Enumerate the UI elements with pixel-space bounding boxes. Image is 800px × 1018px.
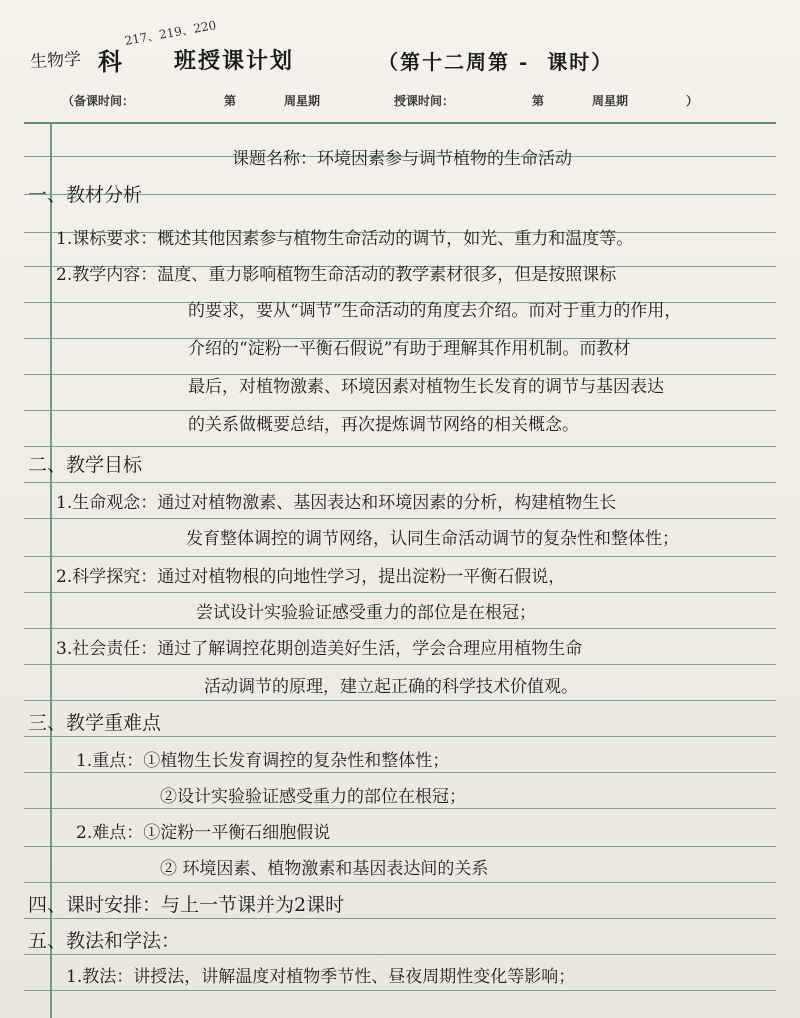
prep-time-label: （备课时间：: [62, 94, 135, 108]
prep-week-di: 第: [224, 94, 237, 108]
ruled-line: [24, 990, 776, 991]
text-line: 尝试设计实验验证感受重力的部位是在根冠；: [196, 603, 536, 623]
ruled-line: [24, 518, 776, 519]
text-line: 2.教学内容：温度、重力影响植物生命活动的教学素材很多，但是按照课标: [56, 265, 617, 285]
subject-suffix: 科: [98, 47, 122, 76]
text-line: 2.难点：①淀粉一平衡石细胞假说: [76, 823, 331, 843]
ruled-line: [24, 846, 776, 847]
text-line: 的关系做概要总结，再次提炼调节网络的相关概念。: [188, 415, 579, 435]
ruled-line: [24, 918, 776, 919]
text-line: ② 环境因素、植物激素和基因表达间的关系: [160, 859, 489, 879]
class-numbers: 217、219、220: [123, 18, 218, 48]
ruled-line: [24, 954, 776, 955]
page-header: [0, 18, 800, 78]
close-paren: ）: [686, 94, 699, 108]
text-line: 3.社会责任：通过了解调控花期创造美好生活，学会合理应用植物生命: [56, 639, 583, 659]
section-heading: 五、教法和学法：: [28, 930, 181, 952]
teach-week-di: 第: [532, 94, 545, 108]
ruled-line: [24, 592, 776, 593]
time-info-row: [62, 92, 742, 114]
text-line: 活动调节的原理，建立起正确的科学技术价值观。: [204, 677, 578, 697]
ruled-line: [24, 700, 776, 701]
ruled-line: [24, 446, 776, 447]
text-line: 1.教法：讲授法，讲解温度对植物季节性、昼夜周期性变化等影响；: [66, 967, 576, 987]
text-line: 2.科学探究：通过对植物根的向地性学习，提出淀粉一平衡石假说，: [56, 567, 566, 587]
lesson-topic: 课题名称：环境因素参与调节植物的生命活动: [232, 149, 572, 169]
section-heading: 二、教学目标: [28, 454, 143, 476]
text-line: 介绍的“淀粉一平衡石假说”有助于理解其作用机制。而教材: [188, 339, 631, 359]
ruled-line: [24, 736, 776, 737]
margin-line: [50, 122, 52, 1018]
section-heading: 四、课时安排：与上一节课并为2课时: [28, 894, 345, 916]
week-lesson-info: （第十二周第 - 课时）: [378, 50, 614, 74]
ruled-line: [24, 556, 776, 557]
text-line: 的要求，要从“调节”生命活动的角度去介绍。而对于重力的作用，: [188, 301, 682, 321]
ruled-line: [24, 664, 776, 665]
ruled-line: [24, 482, 776, 483]
text-line: ②设计实验验证感受重力的部位在根冠；: [160, 787, 466, 807]
teach-time-label: 授课时间：: [394, 94, 455, 108]
teach-week-day: 周星期: [592, 94, 629, 108]
text-line: 1.课标要求：概述其他因素参与植物生命活动的调节，如光、重力和温度等。: [56, 229, 634, 249]
plan-title: 班授课计划: [174, 48, 295, 74]
subject-name: 生物学: [29, 49, 82, 73]
ruled-line: [24, 410, 776, 411]
ruled-line: [24, 628, 776, 629]
section-heading: 三、教学重难点: [28, 712, 162, 734]
text-line: 1.生命观念：通过对植物激素、基因表达和环境因素的分析，构建植物生长: [56, 493, 617, 513]
text-line: 发育整体调控的调节网络，认同生命活动调节的复杂性和整体性；: [186, 529, 679, 549]
section-heading: 一、教材分析: [28, 184, 143, 206]
text-line: 1.重点：①植物生长发育调控的复杂性和整体性；: [76, 751, 450, 771]
text-line: 最后，对植物激素、环境因素对植物生长发育的调节与基因表达: [188, 377, 664, 397]
prep-week-day: 周星期: [284, 94, 321, 108]
ruled-line: [24, 882, 776, 883]
